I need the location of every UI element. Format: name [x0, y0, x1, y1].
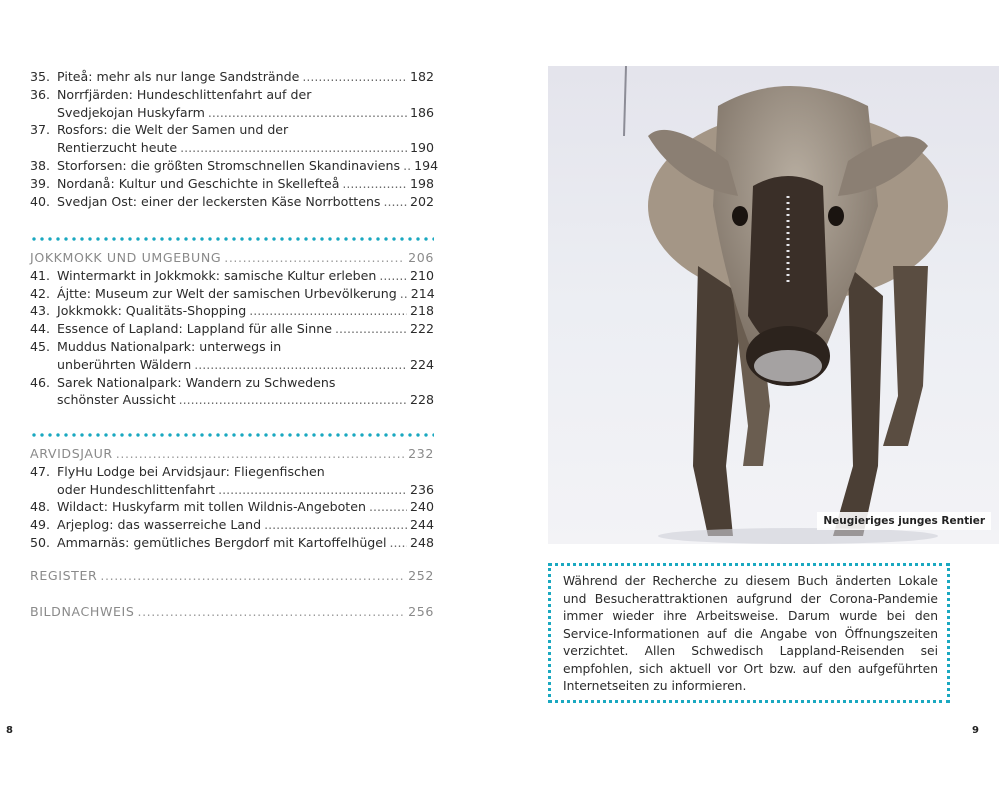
dot-leader [403, 157, 411, 175]
entry-number: 50. [30, 534, 51, 550]
entry-page: 222 [409, 321, 434, 337]
entry-page: 248 [409, 534, 434, 550]
entry-page: 194 [414, 157, 439, 173]
entry-title: Jokkmokk: Qualitäts-Shopping [57, 303, 247, 319]
entry-title: Wintermarkt in Jokkmokk: samische Kultur erleben [57, 267, 377, 283]
entry-title: oder Hundeschlittenfahrt [57, 481, 216, 497]
section-page: 206 [408, 250, 434, 265]
toc-entry [30, 175, 434, 193]
toc-entry [30, 374, 434, 410]
entry-page: 218 [409, 303, 434, 319]
entry-title: FlyHu Lodge bei Arvidsjaur: Fliegenfischen [57, 463, 325, 479]
toc-entry [30, 121, 434, 157]
entry-title: Rosfors: die Welt der Samen und der [57, 122, 289, 138]
reindeer-photo [548, 66, 999, 544]
dotted-divider [30, 433, 434, 437]
dot-leader [379, 267, 407, 285]
entry-title: Muddus Nationalpark: unterwegs in [57, 338, 282, 354]
entry-number: 49. [30, 517, 51, 533]
entry-title: Svedjan Ost: einer der leckersten Käse Norrbottens [57, 193, 381, 209]
entry-title: Piteå: mehr als nur lange Sandstrände [57, 69, 300, 84]
dot-leader [302, 68, 407, 86]
section-page: 232 [408, 446, 434, 461]
toc-section-heading [30, 249, 434, 267]
dot-leader [224, 249, 405, 267]
entry-number: 40. [30, 193, 51, 209]
toc-entry [30, 534, 434, 552]
toc-section-heading [30, 603, 434, 621]
entry-title: Storforsen: die größten Stromschnellen Skandinaviens [57, 157, 401, 173]
entry-number: 35. [30, 69, 51, 84]
toc-section-heading [30, 567, 434, 585]
toc-entry [30, 338, 434, 374]
dot-leader [400, 285, 408, 303]
dotted-divider [30, 237, 434, 241]
entry-page: 244 [409, 517, 434, 533]
toc-entry [30, 86, 434, 122]
toc-entry [30, 285, 434, 303]
entry-title: Ammarnäs: gemütliches Bergdorf mit Kartoffelhügel [57, 534, 387, 550]
dot-leader [335, 320, 407, 338]
entry-number: 46. [30, 374, 51, 390]
section-page: 256 [408, 604, 434, 619]
toc-entry [30, 267, 434, 285]
toc-section-heading [30, 445, 434, 463]
entry-number: 37. [30, 122, 51, 138]
entry-page: 214 [410, 285, 435, 301]
entry-page: 236 [409, 481, 434, 497]
toc-register [30, 567, 434, 585]
entry-number: 39. [30, 175, 51, 191]
toc-entry [30, 516, 434, 534]
entry-number: 42. [30, 285, 51, 301]
entry-number: 44. [30, 321, 51, 337]
entry-page: 210 [409, 267, 434, 283]
entry-title: Wildact: Huskyfarm mit tollen Wildnis-Angeboten [57, 499, 366, 515]
section-title: REGISTER [30, 568, 98, 583]
entry-number: 41. [30, 267, 51, 283]
toc-entry [30, 302, 434, 320]
toc-entry [30, 498, 434, 516]
toc-group-1 [30, 68, 439, 210]
toc-group-jokkmokk [30, 237, 434, 409]
entry-title: Essence of Lapland: Lappland für alle Sinne [57, 321, 332, 337]
toc-entry [30, 320, 434, 338]
entry-number: 36. [30, 86, 51, 102]
entry-number: 38. [30, 157, 51, 173]
entry-title: Rentierzucht heute [57, 140, 178, 156]
entry-page: 190 [409, 140, 434, 156]
toc-entry [30, 463, 434, 499]
dot-leader [384, 193, 407, 211]
dot-leader [390, 534, 407, 552]
entry-title: unberührten Wäldern [57, 356, 192, 372]
entry-page: 228 [409, 392, 434, 408]
photo-caption: Neugieriges junges Rentier [817, 512, 991, 530]
reindeer-illustration [548, 66, 999, 544]
entry-title: Nordanå: Kultur und Geschichte in Skellefteå [57, 175, 340, 191]
entry-page: 202 [409, 193, 434, 209]
entry-title: Sarek Nationalpark: Wandern zu Schwedens [57, 374, 336, 390]
entry-page: 198 [409, 175, 434, 191]
dot-leader [249, 302, 407, 320]
info-text: Während der Recherche zu diesem Buch änderten Lokale und Besucherattraktionen aufgrund der Corona-Pandemie immer wieder ihre Arbeitsweise. Darum wurde bei den Service-Informationen auf die Angabe von Öffnungszeiten verzichtet. Allen Schwedisch Lappland-Reisenden sei empfohlen, sich aktuell vor Ort bzw. auf den aufgeführten Internetseiten zu informieren. [563, 574, 938, 693]
toc-entry [30, 68, 434, 86]
dot-leader [179, 391, 407, 409]
entry-number: 47. [30, 463, 51, 479]
toc-group-arvidsjaur [30, 433, 434, 552]
entry-title: Svedjekojan Huskyfarm [57, 104, 205, 120]
dot-leader [208, 104, 407, 122]
dot-leader [342, 175, 407, 193]
dot-leader [116, 445, 405, 463]
entry-number: 45. [30, 338, 51, 354]
info-box [548, 563, 950, 703]
entry-page: 240 [409, 499, 434, 515]
section-title: JOKKMOKK UND UMGEBUNG [30, 250, 222, 265]
toc-entry [30, 193, 434, 211]
dot-leader [369, 498, 407, 516]
section-title: BILDNACHWEIS [30, 604, 135, 619]
toc-entry [30, 157, 439, 175]
entry-number: 43. [30, 303, 51, 319]
entry-title: Norrfjärden: Hundeschlittenfahrt auf der [57, 86, 312, 102]
entry-page: 186 [409, 104, 434, 120]
right-page-number: 9 [972, 725, 979, 736]
toc-entries [30, 267, 434, 409]
section-title: ARVIDSJAUR [30, 446, 113, 461]
dot-leader [180, 139, 407, 157]
dot-leader [194, 356, 407, 374]
dot-leader [137, 603, 405, 621]
entry-title: Arjeplog: das wasserreiche Land [57, 517, 262, 533]
section-page: 252 [408, 568, 434, 583]
left-page-number: 8 [6, 725, 13, 736]
entry-title: Ájtte: Museum zur Welt der samischen Urbevölkerung [57, 285, 397, 301]
toc-bildnachweis [30, 603, 434, 621]
entry-title: schönster Aussicht [57, 392, 176, 408]
dot-leader [100, 567, 405, 585]
entry-page: 182 [409, 69, 434, 84]
dot-leader [264, 516, 407, 534]
entry-page: 224 [409, 356, 434, 372]
toc-entries [30, 463, 434, 552]
dot-leader [218, 481, 407, 499]
entry-number: 48. [30, 499, 51, 515]
